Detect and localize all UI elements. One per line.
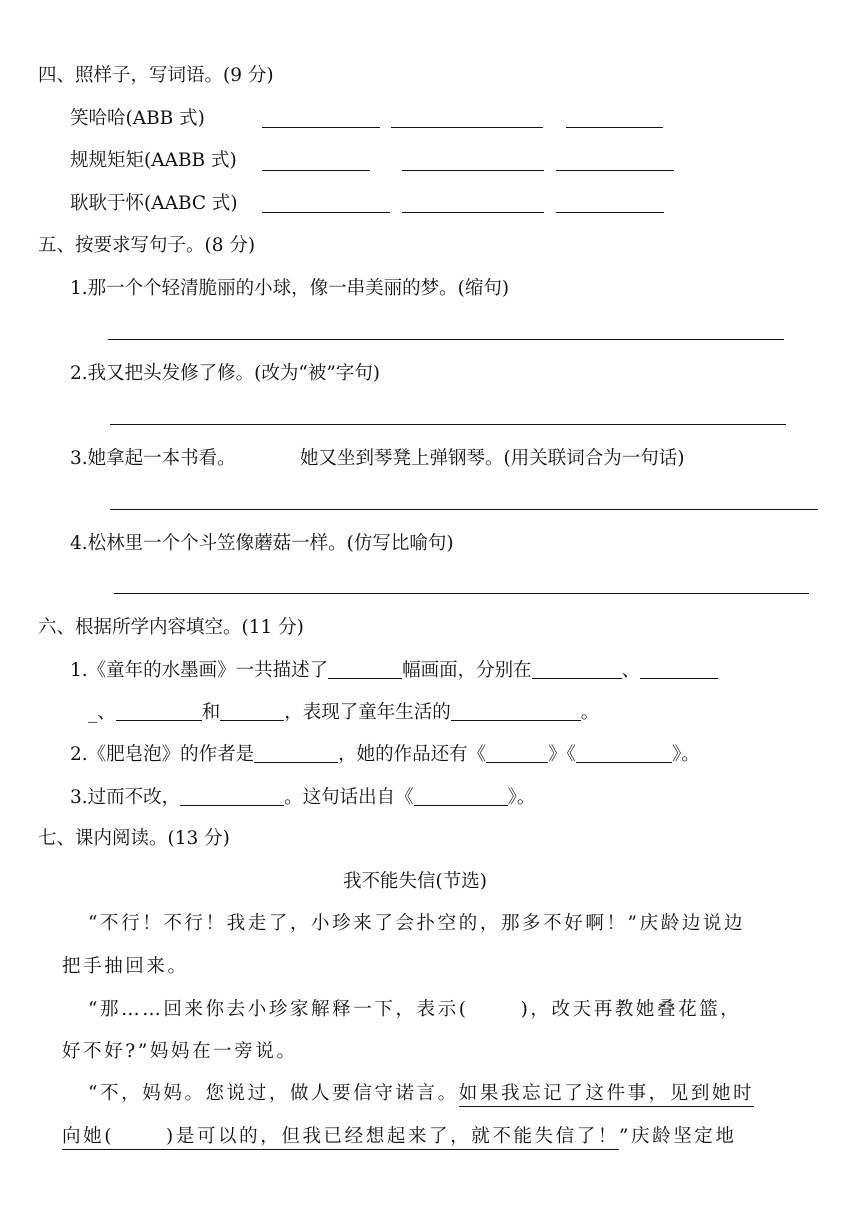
fill-question-line: _、 和 ，表现了童年生活的 。 xyxy=(88,702,600,723)
section4-heading: 四、照样子，写词语。(9 分) xyxy=(38,65,274,86)
section6-heading: 六、根据所学内容填空。(11 分) xyxy=(38,617,304,638)
word-item-label: 笑哈哈(ABB 式) xyxy=(70,108,205,129)
answer-blank[interactable] xyxy=(640,662,718,679)
answer-blank[interactable] xyxy=(262,170,370,171)
answer-line[interactable] xyxy=(110,424,786,425)
question-text: 2.我又把头发修了修。(改为“被”字句) xyxy=(70,363,381,384)
question-text: 3.她拿起一本书看。 xyxy=(70,448,236,469)
answer-blank[interactable] xyxy=(566,127,663,128)
section5-heading: 五、按要求写句子。(8 分) xyxy=(38,235,256,256)
section7-heading: 七、课内阅读。(13 分) xyxy=(38,828,230,849)
answer-blank[interactable] xyxy=(486,746,548,763)
word-item-label: 耿耿于怀(AABC 式) xyxy=(70,193,238,214)
passage-line: 把手抽回来。 xyxy=(62,956,189,977)
underlined-sentence: 向她( )是可以的，但我已经想起来了，就不能失信了！ xyxy=(62,1126,619,1150)
answer-blank[interactable] xyxy=(532,662,622,679)
passage-line: 向她( )是可以的，但我已经想起来了，就不能失信了！”庆龄坚定地 xyxy=(62,1128,737,1147)
answer-blank[interactable] xyxy=(556,212,664,213)
answer-blank[interactable] xyxy=(328,662,402,679)
answer-blank[interactable] xyxy=(414,789,508,806)
answer-blank[interactable] xyxy=(262,127,380,128)
passage-line: “不，妈妈。您说过，做人要信守诺言。如果我忘记了这件事，见到她时 xyxy=(88,1085,754,1104)
passage-line: “不行！不行！我走了，小珍来了会扑空的，那多不好啊！”庆龄边说边 xyxy=(88,913,746,934)
answer-blank[interactable] xyxy=(402,170,544,171)
answer-blank[interactable] xyxy=(116,704,202,721)
question-text: 4.松林里一个个斗笠像蘑菇一样。(仿写比喻句) xyxy=(70,533,454,554)
passage-line: 好不好?”妈妈在一旁说。 xyxy=(62,1041,298,1062)
passage-line: “那……回来你去小珍家解释一下，表示( )，改天再教她叠花篮， xyxy=(88,999,742,1020)
underlined-sentence: 如果我忘记了这件事，见到她时 xyxy=(459,1083,754,1107)
answer-line[interactable] xyxy=(108,339,784,340)
answer-line[interactable] xyxy=(110,509,818,510)
answer-blank[interactable] xyxy=(220,704,284,721)
answer-blank[interactable] xyxy=(402,212,544,213)
question-text: 她又坐到琴凳上弹钢琴。(用关联词合为一句话) xyxy=(300,448,685,469)
answer-blank[interactable] xyxy=(451,704,581,721)
answer-blank[interactable] xyxy=(576,746,672,763)
answer-blank[interactable] xyxy=(391,127,543,128)
answer-line[interactable] xyxy=(114,593,809,594)
fill-question-line: 3.过而不改， 。这句话出自《 》。 xyxy=(70,787,536,808)
word-item-label: 规规矩矩(AABB 式) xyxy=(70,150,237,171)
answer-blank[interactable] xyxy=(180,789,284,806)
question-text: 1.那一个个轻清脆丽的小球，像一串美丽的梦。(缩句) xyxy=(70,278,510,299)
answer-blank[interactable] xyxy=(262,212,390,213)
passage-title: 我不能失信(节选) xyxy=(343,871,487,892)
fill-question-line: 1.《童年的水墨画》一共描述了 幅画面，分别在 、 xyxy=(70,662,718,681)
answer-blank[interactable] xyxy=(254,746,338,763)
fill-question-line: 2.《肥皂泡》的作者是 ，她的作品还有《 》《 》。 xyxy=(70,744,700,765)
answer-blank[interactable] xyxy=(556,170,674,171)
